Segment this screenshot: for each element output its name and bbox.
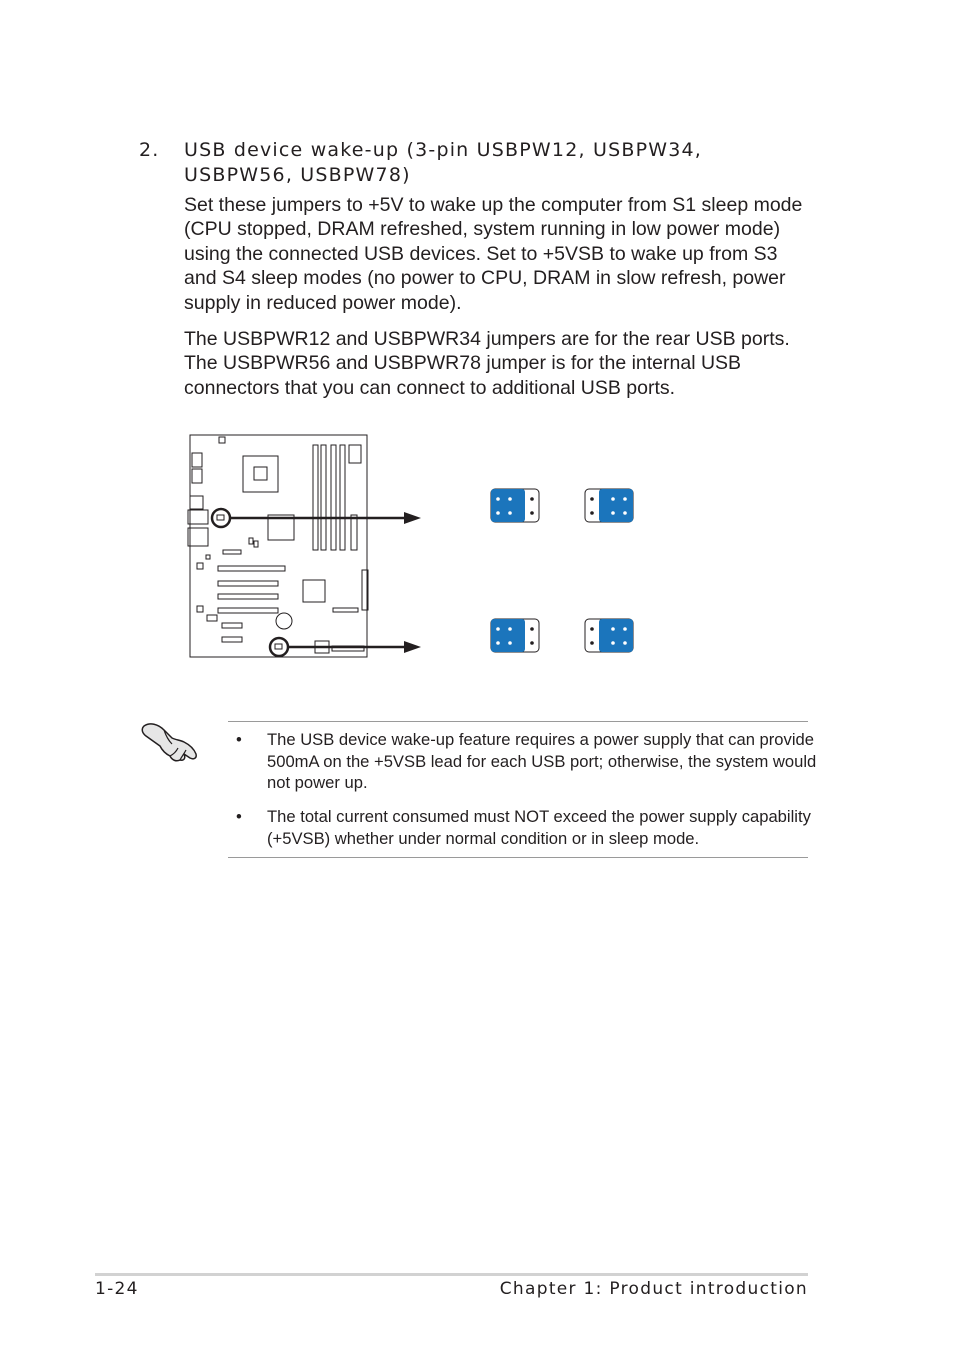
jumper-pins-usbpw56-78-plus5v xyxy=(491,619,539,652)
bullet-marker: • xyxy=(236,807,242,826)
note-top-rule xyxy=(228,721,808,722)
note-bottom-rule xyxy=(228,857,808,858)
bullet-marker: • xyxy=(236,730,242,749)
section-number: 2. xyxy=(139,139,160,161)
jumper-pins-usbpw12-34-plus5vsb xyxy=(585,489,633,522)
description-paragraph: Set these jumpers to +5V to wake up the computer from S1 sleep mode (CPU stopped, DRAM refreshed, system running in low power mode) using the connected USB devices. Set to +5VSB to wake up from S3 and S4 sleep modes (no power to CPU, DRAM in slow refresh, power supply in reduced power mode). xyxy=(184,194,803,314)
jumper-callouts xyxy=(212,509,421,656)
page-number: 1-24 xyxy=(95,1279,139,1299)
section-title: USB device wake-up (3-pin USBPW12, USBPW34, USBPW56, USBPW78) xyxy=(184,139,703,186)
note-text: The total current consumed must NOT exceed the power supply capability (+5VSB) whether under normal condition or in sleep mode. xyxy=(267,807,811,848)
motherboard-layout xyxy=(188,435,368,657)
jumper-location-paragraph: The USBPWR12 and USBPWR34 jumpers are for the rear USB ports. The USBPWR56 and USBPWR78 jumper is for the internal USB connectors that you can connect to additional USB ports. xyxy=(184,328,790,399)
jumper-pins-usbpw56-78-plus5vsb xyxy=(585,619,633,652)
footer-rule xyxy=(95,1273,808,1276)
motherboard-jumper-diagram xyxy=(180,425,660,670)
jumper-pins-usbpw12-34-plus5v xyxy=(491,489,539,522)
chapter-title: Chapter 1: Product introduction xyxy=(499,1279,808,1299)
hand-note-icon xyxy=(140,718,200,766)
note-text: The USB device wake-up feature requires a power supply that can provide 500mA on the +5VSB lead for each USB port; otherwise, the system would not power up. xyxy=(267,730,817,793)
